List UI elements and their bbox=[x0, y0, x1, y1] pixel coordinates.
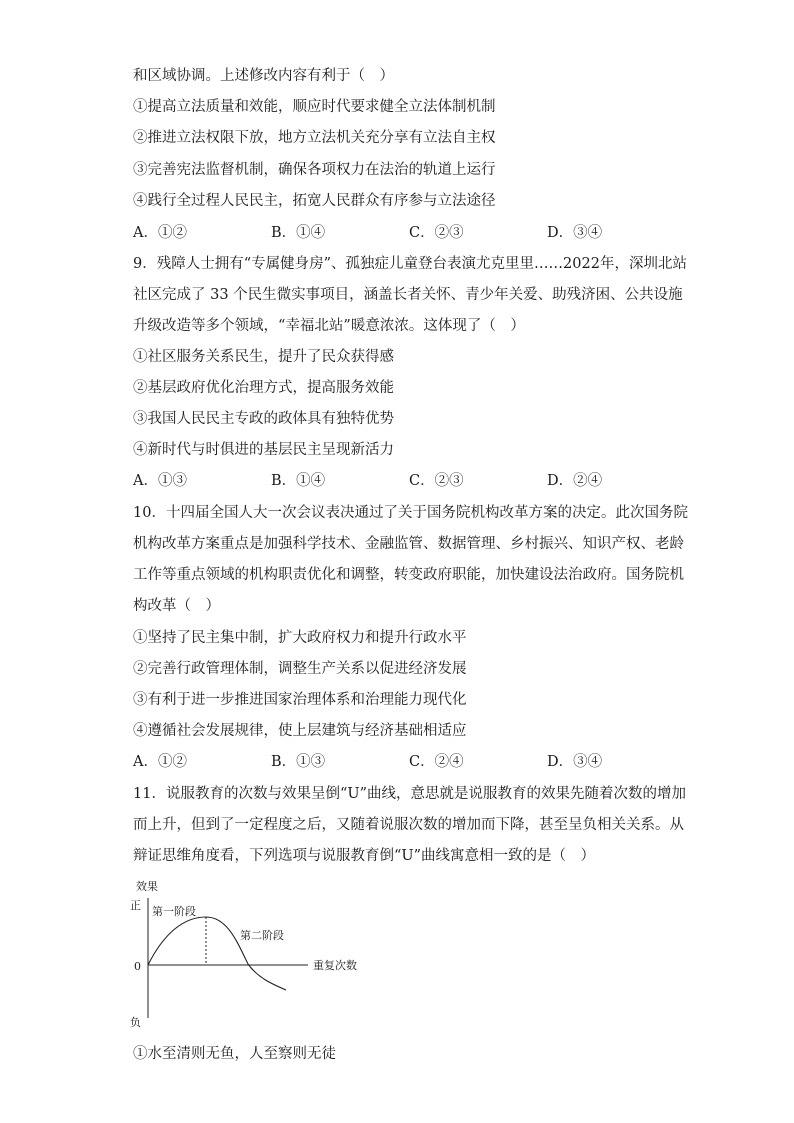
q8-item-3: ③完善宪法监督机制，确保各项权力在法治的轨道上运行 bbox=[133, 162, 496, 178]
q9-stem-line-3: 升级改造等多个领域，“幸福北站”暖意浓浓。这体现了（ ） bbox=[133, 318, 525, 334]
q11-stem-line-2: 而上升，但到了一定程度之后，又随着说服次数的增加而下降，甚至呈负相关关系。从 bbox=[133, 817, 684, 833]
q11-item-1: ①水至清则无鱼，人至察则无徒 bbox=[133, 1046, 336, 1062]
x-axis-title: 重复次数 bbox=[313, 959, 357, 972]
q9-item-4: ④新时代与时俱进的基层民主呈现新活力 bbox=[133, 442, 394, 458]
y-axis-title: 效果 bbox=[136, 880, 158, 893]
q8-option-c[interactable]: C．②③ bbox=[409, 225, 464, 241]
q11-stem-line-3: 辩证思维角度看，下列选项与说服教育倒“U”曲线寓意相一致的是（ ） bbox=[133, 848, 596, 864]
q10-stem-line-2: 机构改革方案重点是加强科学技术、金融监管、数据管理、乡村振兴、知识产权、老龄 bbox=[133, 536, 684, 552]
inverted-u-curve bbox=[148, 917, 286, 990]
q10-stem-line-1: 10．十四届全国人大一次会议表决通过了关于国务院机构改革方案的决定。此次国务院 bbox=[133, 505, 688, 521]
inverted-u-diagram bbox=[130, 878, 370, 1028]
q9-option-b[interactable]: B．①④ bbox=[271, 473, 326, 489]
y-axis-zero-label: 0 bbox=[134, 960, 141, 973]
q9-option-d[interactable]: D．②④ bbox=[547, 473, 603, 489]
q10-stem-line-4: 构改革（ ） bbox=[133, 598, 220, 614]
q11-stem-line-1: 11．说服教育的次数与效果呈倒“U”曲线，意思就是说服教育的效果先随着次数的增加 bbox=[133, 786, 686, 802]
q10-item-2: ②完善行政管理体制，调整生产关系以促进经济发展 bbox=[133, 661, 467, 677]
y-axis-positive-label: 正 bbox=[130, 899, 141, 912]
q10-item-4: ④遵循社会发展规律，使上层建筑与经济基础相适应 bbox=[133, 723, 467, 739]
q9-stem-line-1: 9．残障人士拥有“专属健身房”、孤独症儿童登台表演尤克里里……2022年，深圳北站 bbox=[133, 256, 687, 272]
phase-2-label: 第二阶段 bbox=[240, 929, 284, 942]
q9-option-c[interactable]: C．②③ bbox=[409, 473, 464, 489]
q10-option-c[interactable]: C．②④ bbox=[409, 754, 464, 770]
q9-option-a[interactable]: A．①③ bbox=[133, 473, 187, 489]
phase-1-label: 第一阶段 bbox=[152, 905, 196, 918]
q10-option-a[interactable]: A．①② bbox=[133, 754, 187, 770]
q8-options bbox=[133, 223, 673, 243]
q8-stem-tail: 和区域协调。上述修改内容有利于（ ） bbox=[133, 68, 394, 84]
q8-item-2: ②推进立法权限下放，地方立法机关充分享有立法自主权 bbox=[133, 130, 496, 146]
q8-item-1: ①提高立法质量和效能，顺应时代要求健全立法体制机制 bbox=[133, 99, 496, 115]
q10-options bbox=[133, 752, 673, 772]
q10-option-d[interactable]: D．③④ bbox=[547, 754, 603, 770]
y-axis-negative-label: 负 bbox=[130, 1016, 141, 1028]
q8-item-4: ④践行全过程人民民主，拓宽人民群众有序参与立法途径 bbox=[133, 193, 496, 209]
q8-option-b[interactable]: B．①④ bbox=[271, 225, 326, 241]
q9-options bbox=[133, 471, 673, 491]
q9-item-1: ①社区服务关系民生，提升了民众获得感 bbox=[133, 349, 394, 365]
q9-item-2: ②基层政府优化治理方式，提高服务效能 bbox=[133, 380, 394, 396]
q8-option-a[interactable]: A．①② bbox=[133, 225, 187, 241]
q9-item-3: ③我国人民民主专政的政体具有独特优势 bbox=[133, 411, 394, 427]
q9-stem-line-2: 社区完成了 33 个民生微实事项目，涵盖长者关怀、青少年关爱、助残济困、公共设施 bbox=[133, 287, 683, 303]
q10-item-3: ③有利于进一步推进国家治理体系和治理能力现代化 bbox=[133, 692, 467, 708]
q8-option-d[interactable]: D．③④ bbox=[547, 225, 603, 241]
q10-stem-line-3: 工作等重点领域的机构职责优化和调整，转变政府职能，加快建设法治政府。国务院机 bbox=[133, 567, 684, 583]
q10-item-1: ①坚持了民主集中制，扩大政府权力和提升行政水平 bbox=[133, 630, 467, 646]
q10-option-b[interactable]: B．①③ bbox=[271, 754, 326, 770]
